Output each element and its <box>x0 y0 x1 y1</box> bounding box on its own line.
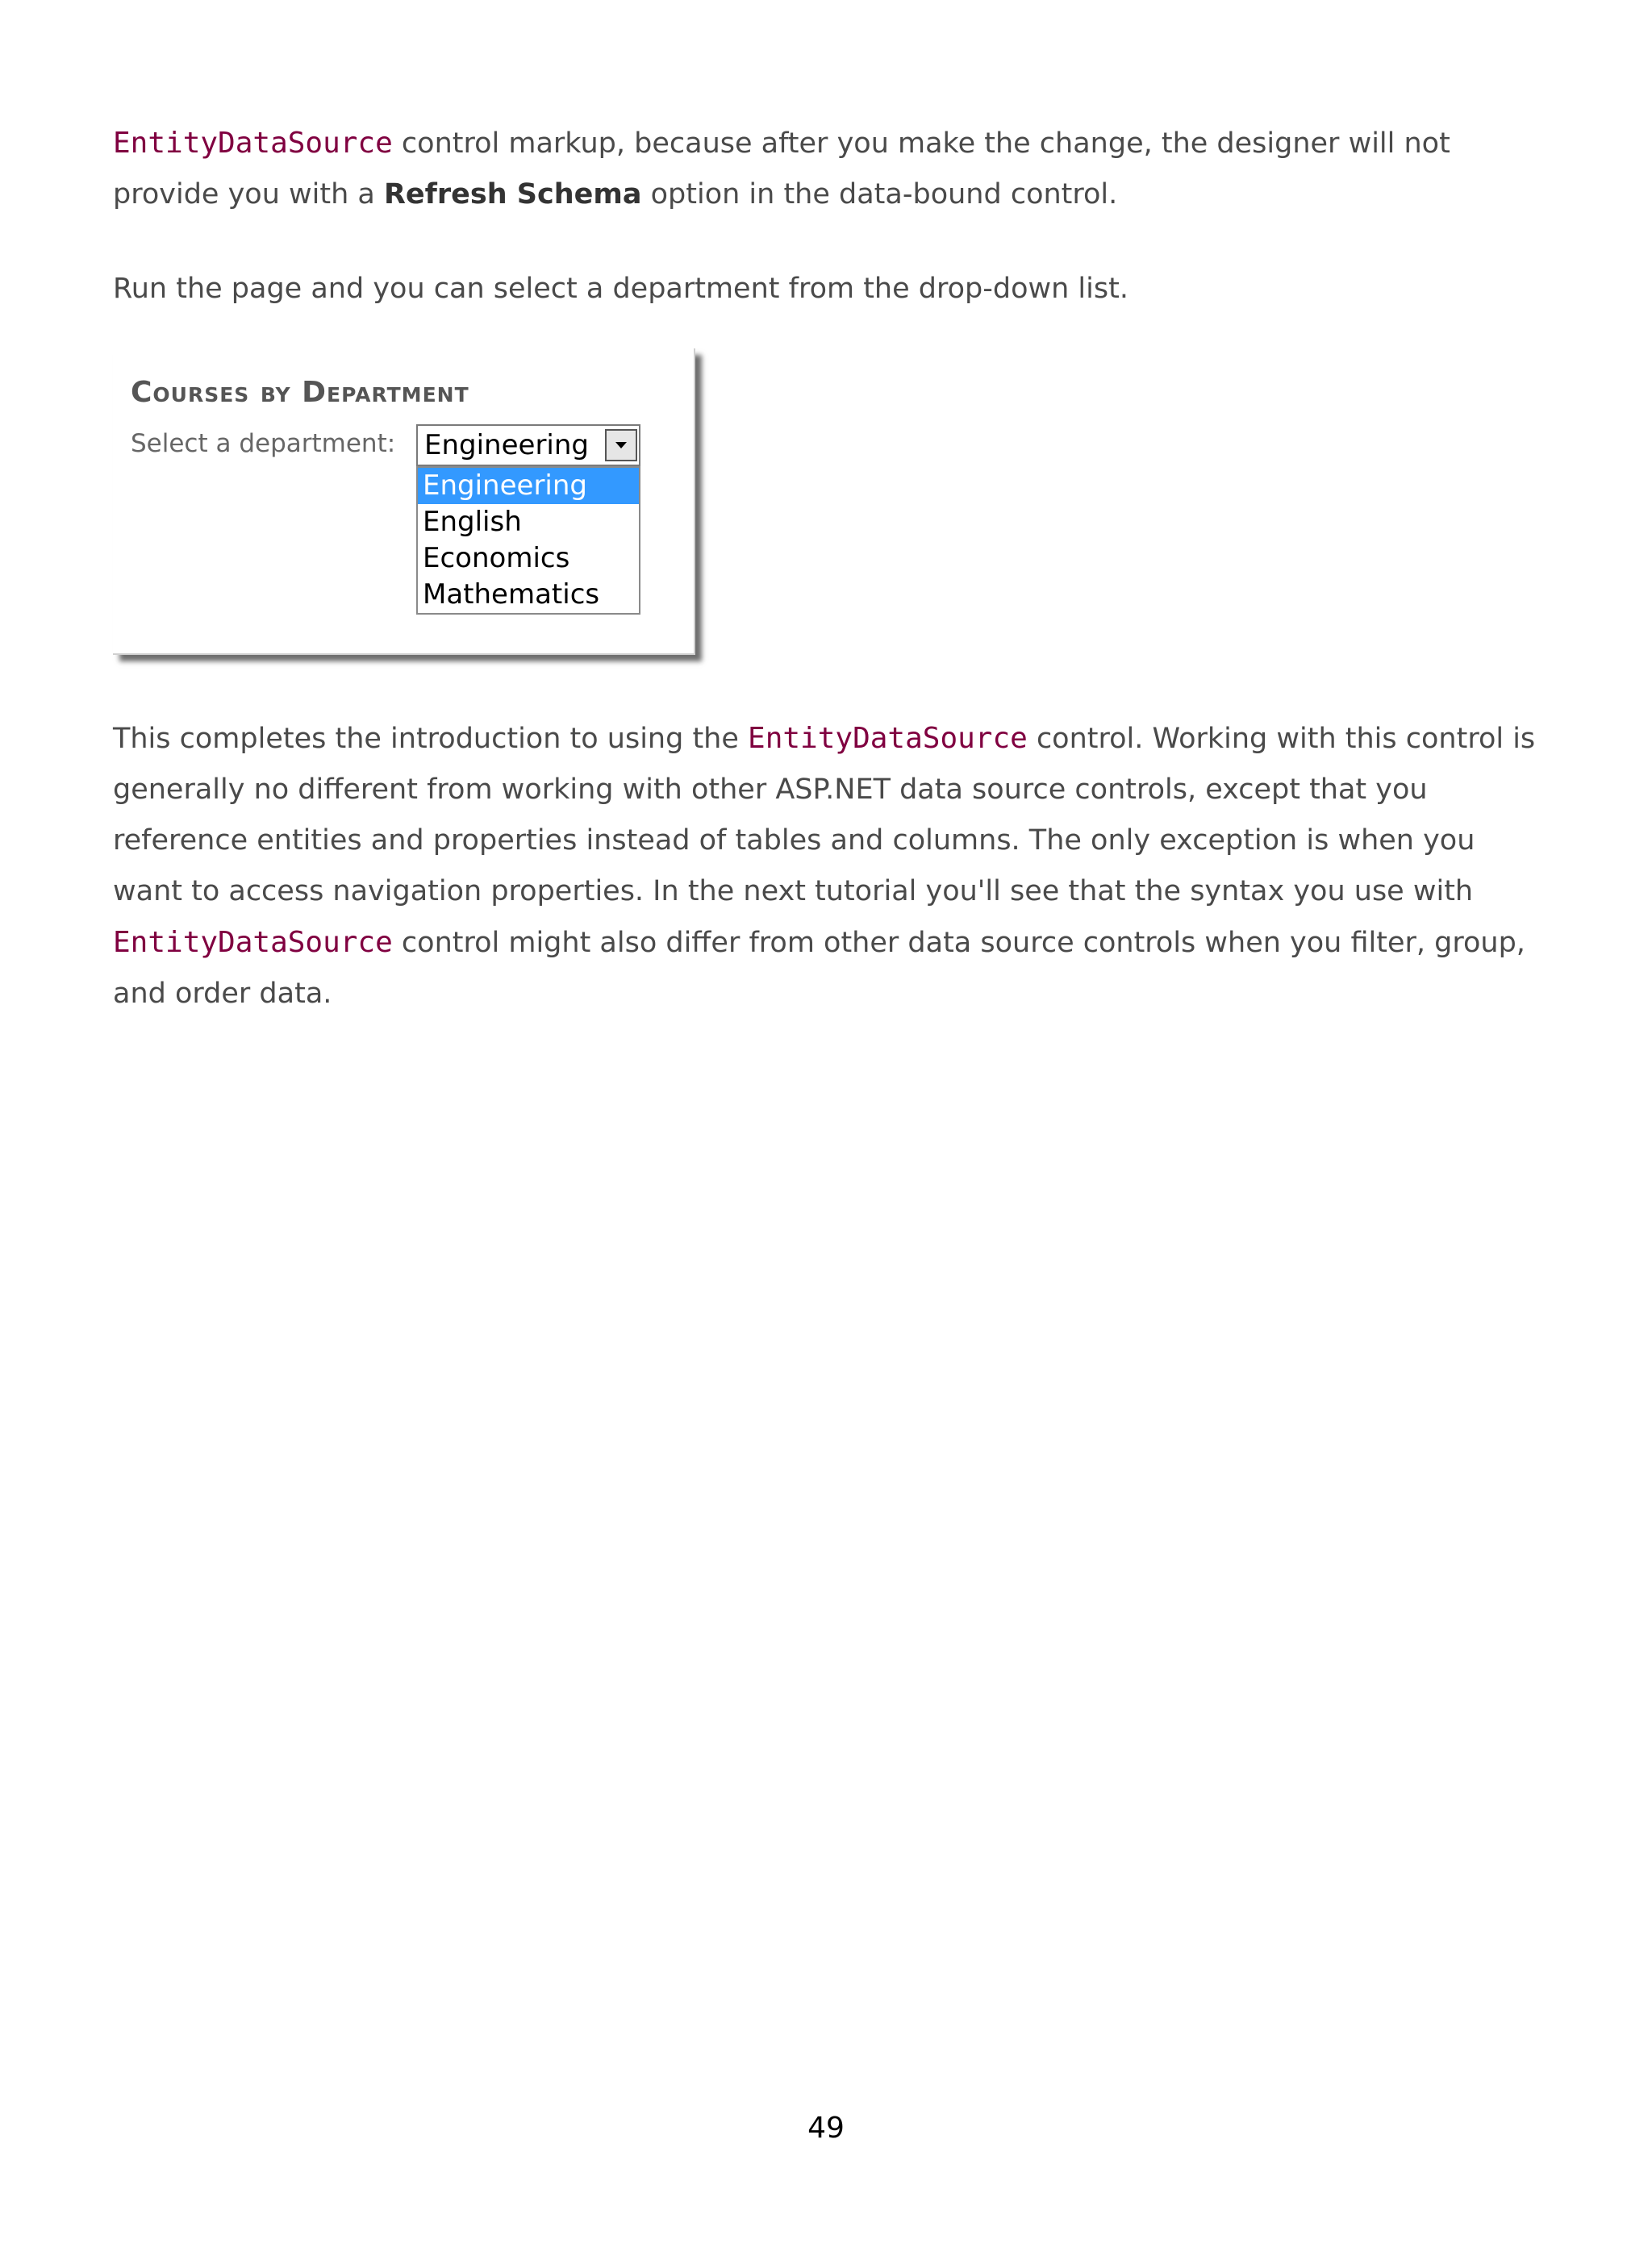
department-label: Select a department: <box>131 429 396 458</box>
dropdown-arrow-button[interactable] <box>605 429 637 461</box>
dropdown-option-mathematics[interactable]: Mathematics <box>423 578 600 611</box>
paragraph-refresh-schema-note <box>113 118 1541 220</box>
dropdown-option-english[interactable]: English <box>423 506 522 538</box>
paragraph-text: option in the data-bound control. <box>641 178 1118 211</box>
bold-term: Refresh Schema <box>383 178 642 211</box>
department-select-value: Engineering <box>424 429 589 461</box>
page-number: 49 <box>807 2112 845 2145</box>
paragraph-conclusion <box>113 713 1541 1020</box>
paragraph-run-page: Run the page and you can select a department from the drop-down list. <box>113 273 1128 305</box>
chevron-down-icon <box>614 440 628 450</box>
dropdown-option-engineering[interactable]: Engineering <box>418 468 639 504</box>
paragraph-text: control. Working with this control is generally no different from working with other ASP.NET data source controls, except that you reference entities and properties instead of tables and columns. The only exception is when you want to access navigation properties. In the next tutorial you'll see that the syntax you use with <box>113 723 1536 907</box>
inline-code: EntityDataSource <box>113 926 393 959</box>
paragraph-text: This completes the introduction to using the <box>113 723 749 755</box>
figure-heading: Courses by Department <box>131 376 469 409</box>
dropdown-option-economics[interactable]: Economics <box>423 542 570 574</box>
paragraph-text: control markup, because after you make the change, the designer will not provide you with a <box>113 127 1450 211</box>
inline-code: EntityDataSource <box>748 722 1028 755</box>
paragraph-text: control might also differ from other data source controls when you filter, group, and order data. <box>113 927 1525 1010</box>
inline-code: EntityDataSource <box>113 127 393 160</box>
department-select[interactable] <box>416 424 640 466</box>
department-dropdown-list <box>416 466 640 615</box>
screenshot-figure <box>113 348 695 655</box>
